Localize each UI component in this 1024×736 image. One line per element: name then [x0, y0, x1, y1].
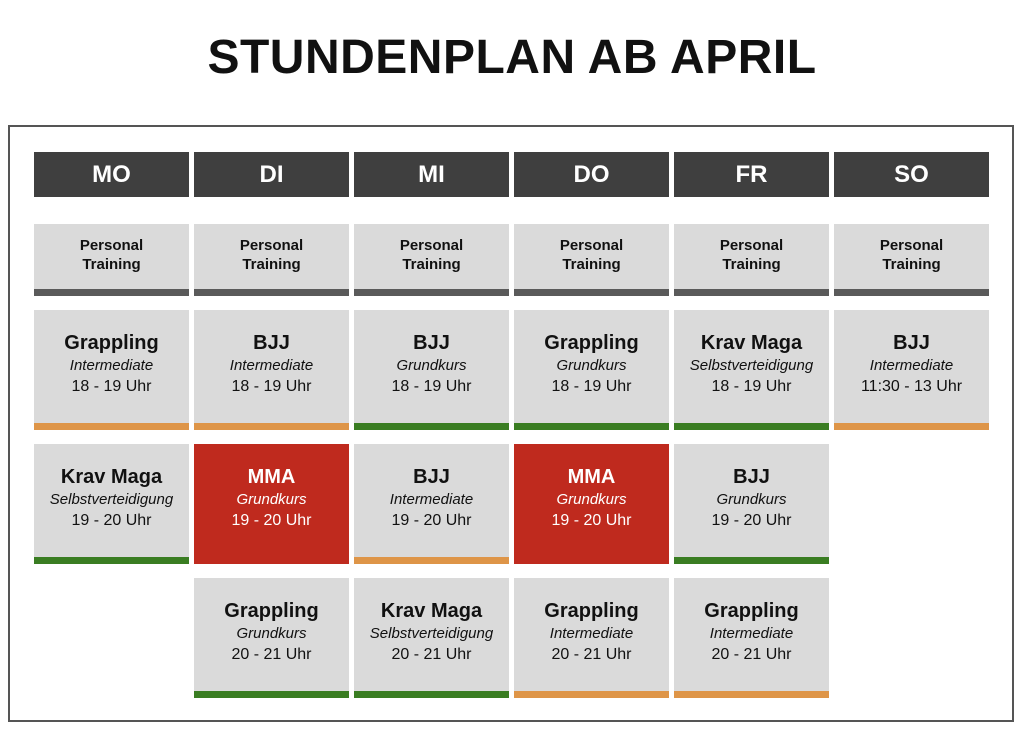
class-level: Selbstverteidigung: [369, 624, 494, 642]
pt-line2: Training: [562, 256, 621, 273]
class-name: Grappling: [704, 599, 799, 622]
class-card-do-3: [514, 578, 669, 698]
class-card-mi-3: [354, 578, 509, 698]
class-time: 20 - 21 Uhr: [391, 645, 472, 663]
class-time: 20 - 21 Uhr: [711, 645, 792, 663]
class-level: Intermediate: [69, 356, 154, 374]
personal-training-card-fr: [674, 224, 829, 296]
class-card-di-1: [194, 310, 349, 430]
class-level: Selbstverteidigung: [49, 490, 174, 508]
class-name: BJJ: [733, 465, 770, 488]
class-card-fr-1: [674, 310, 829, 430]
class-card-di-3: [194, 578, 349, 698]
category-bar: [674, 423, 829, 430]
category-bar: [514, 289, 669, 296]
category-bar: [354, 289, 509, 296]
category-bar: [194, 691, 349, 698]
class-level: Intermediate: [389, 490, 474, 508]
day-header-mo: MO: [34, 152, 189, 197]
day-header-di: DI: [194, 152, 349, 197]
class-name: Krav Maga: [60, 465, 163, 488]
class-level: Grundkurs: [236, 490, 307, 508]
pt-line1: Personal: [399, 237, 464, 254]
day-header-fr: FR: [674, 152, 829, 197]
class-name: Krav Maga: [380, 599, 483, 622]
class-card-so-1: [834, 310, 989, 430]
category-bar: [354, 557, 509, 564]
class-time: 20 - 21 Uhr: [231, 645, 312, 663]
class-level: Grundkurs: [716, 490, 787, 508]
class-name: Grappling: [224, 599, 319, 622]
class-card-do-2: [514, 444, 669, 564]
category-bar: [834, 423, 989, 430]
class-card-mo-2: [34, 444, 189, 564]
class-time: 20 - 21 Uhr: [551, 645, 632, 663]
category-bar: [674, 557, 829, 564]
class-name: Krav Maga: [700, 331, 803, 354]
class-card-fr-3: [674, 578, 829, 698]
class-time: 19 - 20 Uhr: [231, 511, 312, 529]
personal-training-card-mo: [34, 224, 189, 296]
category-bar: [34, 423, 189, 430]
class-level: Grundkurs: [556, 490, 627, 508]
class-time: 11:30 - 13 Uhr: [860, 377, 963, 395]
class-card-mi-1: [354, 310, 509, 430]
category-bar: [674, 691, 829, 698]
pt-line1: Personal: [879, 237, 944, 254]
class-name: Grappling: [64, 331, 159, 354]
class-level: Grundkurs: [396, 356, 467, 374]
pt-line2: Training: [882, 256, 941, 273]
category-bar: [834, 289, 989, 296]
class-time: 18 - 19 Uhr: [551, 377, 632, 395]
class-name: Grappling: [544, 599, 639, 622]
class-time: 18 - 19 Uhr: [71, 377, 152, 395]
category-bar: [354, 423, 509, 430]
class-card-mo-1: [34, 310, 189, 430]
class-time: 18 - 19 Uhr: [711, 377, 792, 395]
class-level: Intermediate: [709, 624, 794, 642]
class-card-mi-2: [354, 444, 509, 564]
class-name: MMA: [567, 465, 616, 488]
pt-line2: Training: [242, 256, 301, 273]
class-time: 19 - 20 Uhr: [551, 511, 632, 529]
category-bar: [674, 289, 829, 296]
class-card-di-2: [194, 444, 349, 564]
day-header-mi: MI: [354, 152, 509, 197]
page-title: STUNDENPLAN AB APRIL: [207, 31, 817, 84]
pt-line1: Personal: [239, 237, 304, 254]
class-level: Grundkurs: [556, 356, 627, 374]
personal-training-card-do: [514, 224, 669, 296]
category-bar: [354, 691, 509, 698]
personal-training-card-di: [194, 224, 349, 296]
class-name: BJJ: [413, 465, 450, 488]
day-header-so: SO: [834, 152, 989, 197]
pt-line1: Personal: [79, 237, 144, 254]
category-bar: [514, 691, 669, 698]
class-level: Intermediate: [549, 624, 634, 642]
category-bar: [34, 289, 189, 296]
pt-line1: Personal: [719, 237, 784, 254]
personal-training-card-so: [834, 224, 989, 296]
pt-line2: Training: [722, 256, 781, 273]
day-header-do: DO: [514, 152, 669, 197]
category-bar: [194, 289, 349, 296]
category-bar: [34, 557, 189, 564]
class-name: MMA: [247, 465, 296, 488]
personal-training-card-mi: [354, 224, 509, 296]
pt-line1: Personal: [559, 237, 624, 254]
class-name: BJJ: [253, 331, 290, 354]
class-name: Grappling: [544, 331, 639, 354]
class-level: Intermediate: [869, 356, 954, 374]
class-level: Intermediate: [229, 356, 314, 374]
class-time: 18 - 19 Uhr: [231, 377, 312, 395]
class-card-fr-2: [674, 444, 829, 564]
class-name: BJJ: [413, 331, 450, 354]
category-bar: [514, 423, 669, 430]
class-time: 19 - 20 Uhr: [391, 511, 472, 529]
class-time: 19 - 20 Uhr: [711, 511, 792, 529]
class-time: 18 - 19 Uhr: [391, 377, 472, 395]
class-card-do-1: [514, 310, 669, 430]
pt-line2: Training: [82, 256, 141, 273]
class-level: Grundkurs: [236, 624, 307, 642]
pt-line2: Training: [402, 256, 461, 273]
category-bar: [194, 423, 349, 430]
class-name: BJJ: [893, 331, 930, 354]
class-time: 19 - 20 Uhr: [71, 511, 152, 529]
class-level: Selbstverteidigung: [689, 356, 814, 374]
